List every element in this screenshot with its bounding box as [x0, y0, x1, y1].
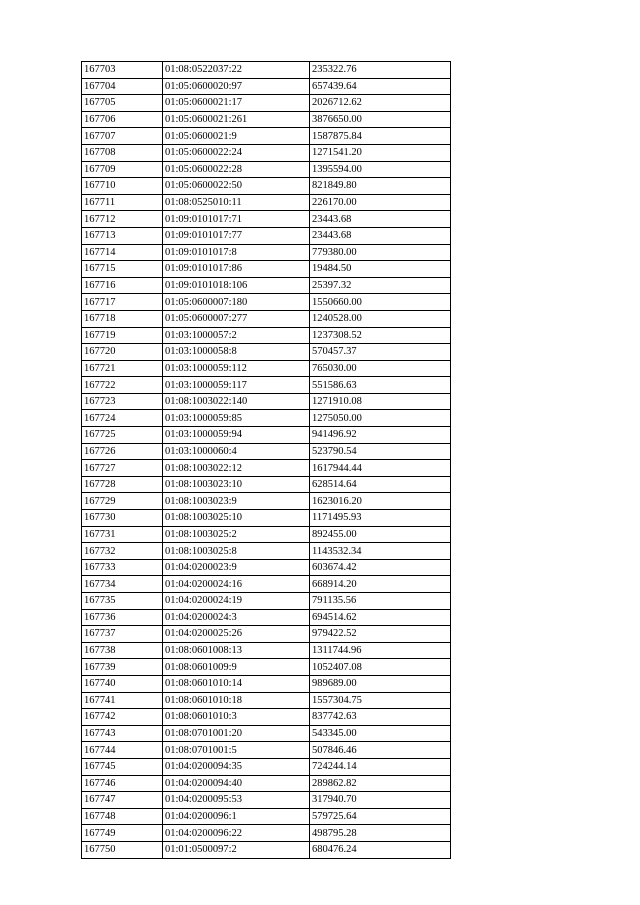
cadastral-number-cell: 01:05:0600021:9	[163, 128, 310, 145]
cadastral-number-cell: 01:08:0601008:13	[163, 642, 310, 659]
amount-cell: 1271541.20	[310, 144, 451, 161]
cadastral-number-cell: 01:08:1003022:140	[163, 393, 310, 410]
amount-cell: 551586.63	[310, 377, 451, 394]
table-row	[82, 393, 451, 410]
row-number-cell: 167747	[82, 792, 163, 809]
table-row	[82, 559, 451, 576]
cadastral-number-cell: 01:09:0101017:8	[163, 244, 310, 261]
table-row	[82, 493, 451, 510]
amount-cell: 23443.68	[310, 227, 451, 244]
cadastral-number-cell: 01:04:0200024:19	[163, 593, 310, 610]
row-number-cell: 167744	[82, 742, 163, 759]
amount-cell: 1052407.08	[310, 659, 451, 676]
table-row	[82, 808, 451, 825]
table-row	[82, 476, 451, 493]
table-row	[82, 211, 451, 228]
table-row	[82, 261, 451, 278]
amount-cell: 1275050.00	[310, 410, 451, 427]
row-number-cell: 167724	[82, 410, 163, 427]
amount-cell: 668914.20	[310, 576, 451, 593]
cadastral-number-cell: 01:05:0600021:261	[163, 111, 310, 128]
amount-cell: 226170.00	[310, 194, 451, 211]
cadastral-number-cell: 01:08:1003025:2	[163, 526, 310, 543]
table-row	[82, 841, 451, 858]
row-number-cell: 167741	[82, 692, 163, 709]
cadastral-number-cell: 01:04:0200094:40	[163, 775, 310, 792]
row-number-cell: 167740	[82, 675, 163, 692]
cadastral-number-cell: 01:08:0701001:5	[163, 742, 310, 759]
amount-cell: 1311744.96	[310, 642, 451, 659]
table-row	[82, 576, 451, 593]
table-row	[82, 344, 451, 361]
cadastral-number-cell: 01:09:0101017:71	[163, 211, 310, 228]
table-row	[82, 377, 451, 394]
table-row	[82, 360, 451, 377]
row-number-cell: 167746	[82, 775, 163, 792]
row-number-cell: 167743	[82, 725, 163, 742]
table-row	[82, 775, 451, 792]
table-row	[82, 692, 451, 709]
row-number-cell: 167734	[82, 576, 163, 593]
row-number-cell: 167714	[82, 244, 163, 261]
cadastral-number-cell: 01:08:0601009:9	[163, 659, 310, 676]
amount-cell: 498795.28	[310, 825, 451, 842]
table-row	[82, 709, 451, 726]
table-row	[82, 310, 451, 327]
cadastral-number-cell: 01:04:0200025:26	[163, 626, 310, 643]
table-row	[82, 642, 451, 659]
amount-cell: 779380.00	[310, 244, 451, 261]
cadastral-number-cell: 01:04:0200024:16	[163, 576, 310, 593]
amount-cell: 1271910.08	[310, 393, 451, 410]
amount-cell: 657439.64	[310, 78, 451, 95]
row-number-cell: 167727	[82, 460, 163, 477]
row-number-cell: 167704	[82, 78, 163, 95]
table-row	[82, 128, 451, 145]
table-row	[82, 792, 451, 809]
amount-cell: 1171495.93	[310, 510, 451, 527]
table-row	[82, 593, 451, 610]
row-number-cell: 167718	[82, 310, 163, 327]
table-row	[82, 510, 451, 527]
row-number-cell: 167749	[82, 825, 163, 842]
cadastral-number-cell: 01:03:1000059:117	[163, 377, 310, 394]
amount-cell: 694514.62	[310, 609, 451, 626]
cadastral-number-cell: 01:03:1000059:85	[163, 410, 310, 427]
amount-cell: 1237308.52	[310, 327, 451, 344]
row-number-cell: 167750	[82, 841, 163, 858]
amount-cell: 979422.52	[310, 626, 451, 643]
table-row	[82, 659, 451, 676]
table-row	[82, 95, 451, 112]
row-number-cell: 167733	[82, 559, 163, 576]
table-row	[82, 526, 451, 543]
cadastral-number-cell: 01:08:0601010:18	[163, 692, 310, 709]
amount-cell: 1557304.75	[310, 692, 451, 709]
amount-cell: 1550660.00	[310, 294, 451, 311]
row-number-cell: 167725	[82, 427, 163, 444]
cadastral-number-cell: 01:05:0600020:97	[163, 78, 310, 95]
row-number-cell: 167720	[82, 344, 163, 361]
row-number-cell: 167739	[82, 659, 163, 676]
row-number-cell: 167711	[82, 194, 163, 211]
cadastral-number-cell: 01:03:1000057:2	[163, 327, 310, 344]
cadastral-number-cell: 01:08:0601010:14	[163, 675, 310, 692]
amount-cell: 1587875.84	[310, 128, 451, 145]
row-number-cell: 167742	[82, 709, 163, 726]
amount-cell: 289862.82	[310, 775, 451, 792]
cadastral-number-cell: 01:03:1000059:94	[163, 427, 310, 444]
cadastral-number-cell: 01:08:1003023:9	[163, 493, 310, 510]
amount-cell: 837742.63	[310, 709, 451, 726]
amount-cell: 317940.70	[310, 792, 451, 809]
cadastral-number-cell: 01:04:0200094:35	[163, 758, 310, 775]
amount-cell: 579725.64	[310, 808, 451, 825]
row-number-cell: 167706	[82, 111, 163, 128]
row-number-cell: 167730	[82, 510, 163, 527]
row-number-cell: 167738	[82, 642, 163, 659]
amount-cell: 791135.56	[310, 593, 451, 610]
amount-cell: 25397.32	[310, 277, 451, 294]
row-number-cell: 167722	[82, 377, 163, 394]
row-number-cell: 167709	[82, 161, 163, 178]
amount-cell: 543345.00	[310, 725, 451, 742]
row-number-cell: 167737	[82, 626, 163, 643]
cadastral-number-cell: 01:09:0101018:106	[163, 277, 310, 294]
amount-cell: 765030.00	[310, 360, 451, 377]
cadastral-number-cell: 01:09:0101017:86	[163, 261, 310, 278]
table-row	[82, 675, 451, 692]
amount-cell: 19484.50	[310, 261, 451, 278]
table-row	[82, 277, 451, 294]
row-number-cell: 167736	[82, 609, 163, 626]
row-number-cell: 167748	[82, 808, 163, 825]
table-row	[82, 460, 451, 477]
amount-cell: 523790.54	[310, 443, 451, 460]
cadastral-number-cell: 01:08:1003025:10	[163, 510, 310, 527]
amount-cell: 603674.42	[310, 559, 451, 576]
cadastral-number-cell: 01:08:0522037:22	[163, 62, 310, 79]
table-row	[82, 227, 451, 244]
cadastral-number-cell: 01:01:0500097:2	[163, 841, 310, 858]
table-row	[82, 410, 451, 427]
row-number-cell: 167723	[82, 393, 163, 410]
amount-cell: 235322.76	[310, 62, 451, 79]
table-row	[82, 161, 451, 178]
cadastral-number-cell: 01:04:0200024:3	[163, 609, 310, 626]
table-row	[82, 443, 451, 460]
table-row	[82, 758, 451, 775]
amount-cell: 2026712.62	[310, 95, 451, 112]
amount-cell: 892455.00	[310, 526, 451, 543]
cadastral-number-cell: 01:05:0600021:17	[163, 95, 310, 112]
table-row	[82, 725, 451, 742]
cadastral-number-cell: 01:08:0601010:3	[163, 709, 310, 726]
table-row	[82, 244, 451, 261]
row-number-cell: 167731	[82, 526, 163, 543]
table-row	[82, 626, 451, 643]
cadastral-number-cell: 01:05:0600007:277	[163, 310, 310, 327]
row-number-cell: 167703	[82, 62, 163, 79]
cadastral-number-cell: 01:08:1003025:8	[163, 543, 310, 560]
amount-cell: 680476.24	[310, 841, 451, 858]
row-number-cell: 167729	[82, 493, 163, 510]
amount-cell: 1617944.44	[310, 460, 451, 477]
cadastral-number-cell: 01:05:0600007:180	[163, 294, 310, 311]
cadastral-number-cell: 01:05:0600022:50	[163, 178, 310, 195]
cadastral-number-cell: 01:08:0701001:20	[163, 725, 310, 742]
amount-cell: 1143532.34	[310, 543, 451, 560]
row-number-cell: 167707	[82, 128, 163, 145]
row-number-cell: 167710	[82, 178, 163, 195]
table-row	[82, 294, 451, 311]
row-number-cell: 167726	[82, 443, 163, 460]
table-row	[82, 62, 451, 79]
cadastral-number-cell: 01:04:0200096:1	[163, 808, 310, 825]
amount-cell: 1623016.20	[310, 493, 451, 510]
table-row	[82, 609, 451, 626]
cadastral-number-cell: 01:04:0200095:53	[163, 792, 310, 809]
amount-cell: 23443.68	[310, 211, 451, 228]
cadastral-number-cell: 01:05:0600022:28	[163, 161, 310, 178]
table-row	[82, 825, 451, 842]
row-number-cell: 167712	[82, 211, 163, 228]
amount-cell: 507846.46	[310, 742, 451, 759]
table-row	[82, 194, 451, 211]
table-row	[82, 111, 451, 128]
amount-cell: 989689.00	[310, 675, 451, 692]
data-sheet	[81, 61, 451, 859]
row-number-cell: 167705	[82, 95, 163, 112]
cadastral-number-cell: 01:03:1000059:112	[163, 360, 310, 377]
table-row	[82, 742, 451, 759]
data-table	[81, 61, 451, 859]
cadastral-number-cell: 01:09:0101017:77	[163, 227, 310, 244]
cadastral-number-cell: 01:03:1000058:8	[163, 344, 310, 361]
cadastral-number-cell: 01:08:1003023:10	[163, 476, 310, 493]
row-number-cell: 167717	[82, 294, 163, 311]
row-number-cell: 167735	[82, 593, 163, 610]
amount-cell: 821849.80	[310, 178, 451, 195]
table-row	[82, 178, 451, 195]
cadastral-number-cell: 01:03:1000060:4	[163, 443, 310, 460]
cadastral-number-cell: 01:05:0600022:24	[163, 144, 310, 161]
amount-cell: 941496.92	[310, 427, 451, 444]
row-number-cell: 167732	[82, 543, 163, 560]
row-number-cell: 167716	[82, 277, 163, 294]
table-row	[82, 543, 451, 560]
table-row	[82, 327, 451, 344]
cadastral-number-cell: 01:04:0200023:9	[163, 559, 310, 576]
row-number-cell: 167728	[82, 476, 163, 493]
cadastral-number-cell: 01:04:0200096:22	[163, 825, 310, 842]
row-number-cell: 167721	[82, 360, 163, 377]
table-row	[82, 78, 451, 95]
amount-cell: 570457.37	[310, 344, 451, 361]
row-number-cell: 167713	[82, 227, 163, 244]
amount-cell: 1395594.00	[310, 161, 451, 178]
amount-cell: 724244.14	[310, 758, 451, 775]
amount-cell: 1240528.00	[310, 310, 451, 327]
cadastral-number-cell: 01:08:1003022:12	[163, 460, 310, 477]
row-number-cell: 167708	[82, 144, 163, 161]
table-row	[82, 144, 451, 161]
row-number-cell: 167745	[82, 758, 163, 775]
data-table-body	[82, 62, 451, 859]
amount-cell: 3876650.00	[310, 111, 451, 128]
amount-cell: 628514.64	[310, 476, 451, 493]
cadastral-number-cell: 01:08:0525010:11	[163, 194, 310, 211]
table-row	[82, 427, 451, 444]
row-number-cell: 167719	[82, 327, 163, 344]
row-number-cell: 167715	[82, 261, 163, 278]
